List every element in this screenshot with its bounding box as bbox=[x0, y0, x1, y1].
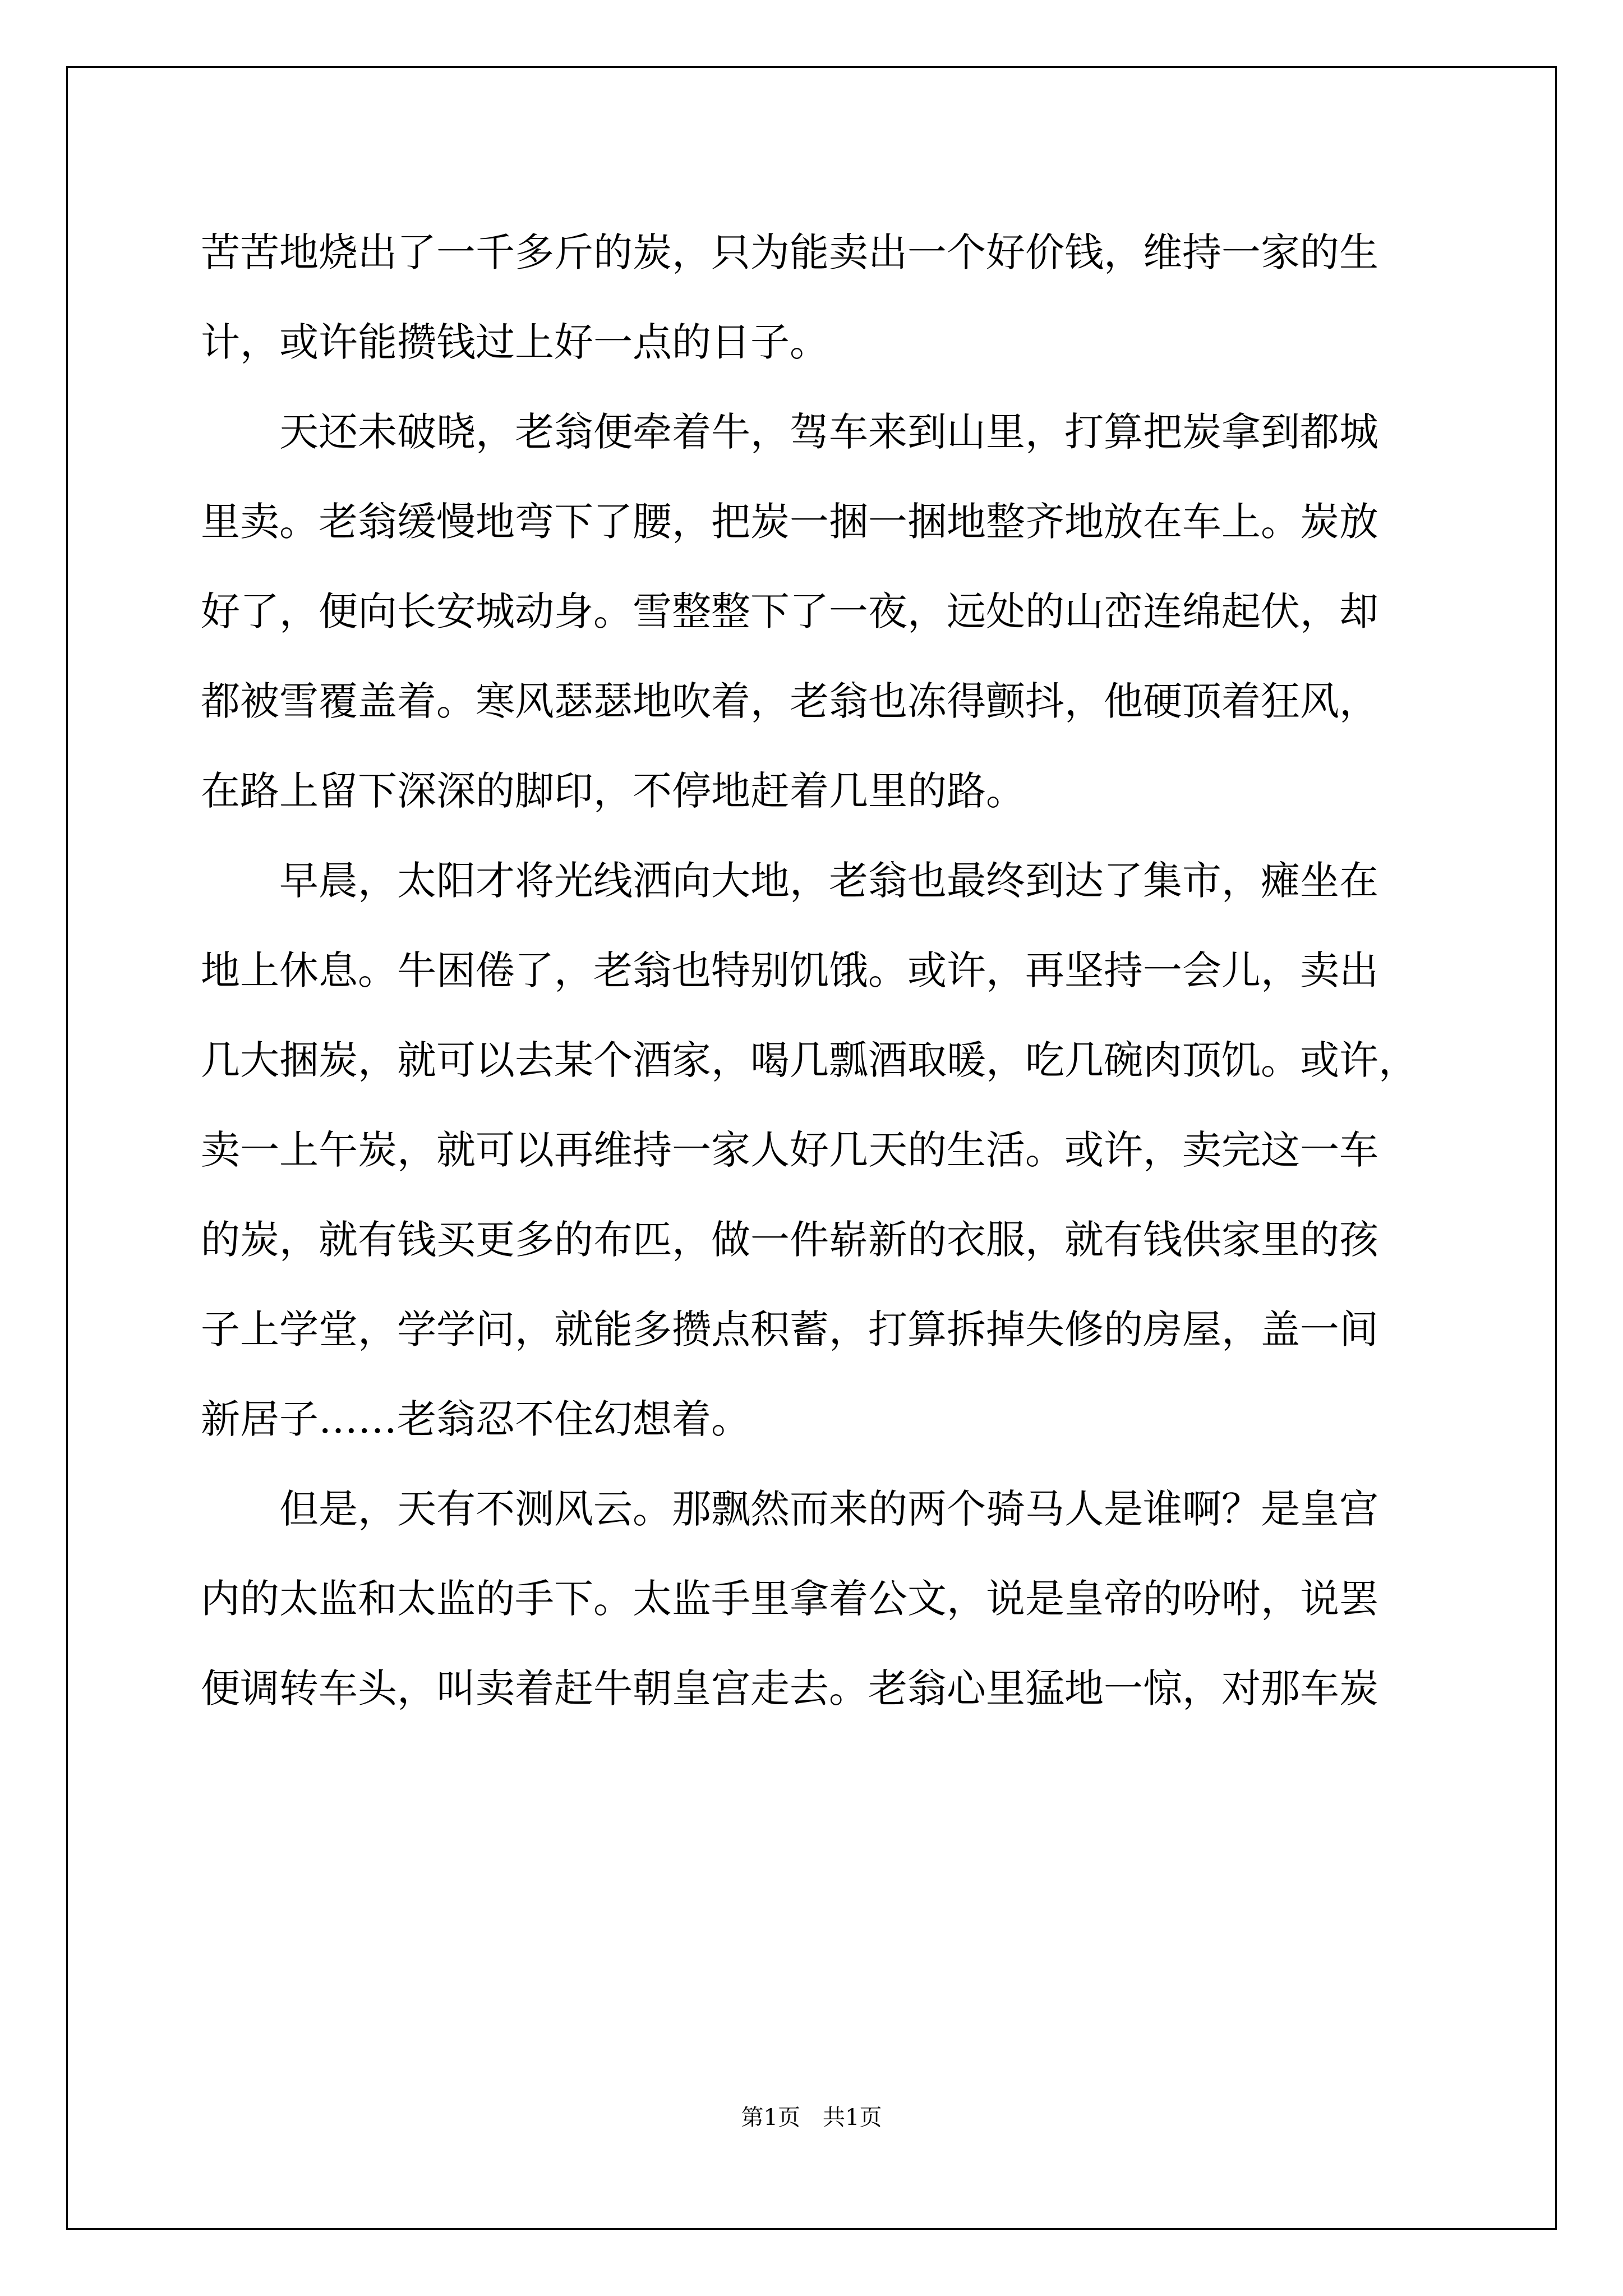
text-line: 卖一上午炭，就可以再维持一家人好几天的生活。或许，卖完这一车 bbox=[201, 1127, 1378, 1173]
text-line: 子上学堂，学学问，就能多攒点积蓄，打算拆掉失修的房屋，盖一间 bbox=[201, 1306, 1378, 1352]
text-line: 内的太监和太监的手下。太监手里拿着公文，说是皇帝的吩咐，说罢 bbox=[201, 1576, 1378, 1622]
text-line: 天还未破晓，老翁便牵着牛，驾车来到山里，打算把炭拿到都城 bbox=[279, 409, 1378, 455]
text-line: 地上休息。牛困倦了，老翁也特别饥饿。或许，再坚持一会儿，卖出 bbox=[201, 947, 1378, 993]
paragraph bbox=[201, 208, 1435, 387]
text-line: 新居子……老翁忍不住幻想着。 bbox=[201, 1396, 750, 1442]
text-line: 几大捆炭，就可以去某个酒家，喝几瓢酒取暖，吃几碗肉顶饥。或许， bbox=[201, 1037, 1418, 1083]
paragraph bbox=[201, 836, 1435, 1464]
paragraph bbox=[201, 387, 1435, 836]
page-number: 第1页 共1页 bbox=[741, 2105, 882, 2131]
text-line: 计，或许能攒钱过上好一点的日子。 bbox=[201, 319, 829, 365]
document-body bbox=[201, 208, 1435, 1733]
text-line: 里卖。老翁缓慢地弯下了腰，把炭一捆一捆地整齐地放在车上。炭放 bbox=[201, 499, 1378, 545]
page-footer bbox=[0, 2101, 1623, 2134]
text-line: 在路上留下深深的脚印，不停地赶着几里的路。 bbox=[201, 768, 1025, 814]
text-line: 便调转车头，叫卖着赶牛朝皇宫走去。老翁心里猛地一惊，对那车炭 bbox=[201, 1665, 1378, 1711]
text-line: 的炭，就有钱买更多的布匹，做一件崭新的衣服，就有钱供家里的孩 bbox=[201, 1217, 1378, 1263]
text-line: 好了，便向长安城动身。雪整整下了一夜，远处的山峦连绵起伏，却 bbox=[201, 588, 1378, 634]
text-line: 苦苦地烧出了一千多斤的炭，只为能卖出一个好价钱，维持一家的生 bbox=[201, 229, 1378, 275]
paragraph bbox=[201, 1464, 1435, 1733]
text-line: 都被雪覆盖着。寒风瑟瑟地吹着，老翁也冻得颤抖，他硬顶着狂风， bbox=[201, 678, 1378, 724]
text-line: 但是，天有不测风云。那飘然而来的两个骑马人是谁啊？是皇宫 bbox=[279, 1486, 1378, 1532]
text-line: 早晨，太阳才将光线洒向大地，老翁也最终到达了集市，瘫坐在 bbox=[279, 858, 1378, 904]
